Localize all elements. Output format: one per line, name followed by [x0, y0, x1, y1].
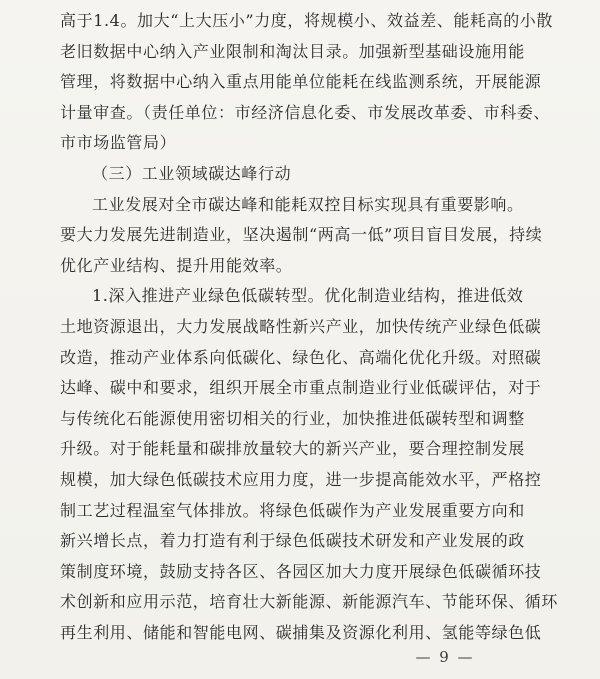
text-line-1: 高于1.4。加大“上大压小”力度，将规模小、效益差、能耗高的小散	[60, 11, 554, 30]
text-line-17: 制工艺过程温室气体排放。将绿色低碳作为产业发展重要方向和	[60, 500, 525, 520]
text-line-21: 再生利用、储能和智能电网、碳捕集及资源化利用、氢能等绿色低	[60, 622, 542, 642]
text-line-13: 达峰、碳中和要求，组织开展全市重点制造业行业低碳评估，对于	[60, 378, 542, 398]
text-line-18: 新兴增长点，着力打造有利于绿色低碳技术研发和产业发展的政	[60, 531, 525, 551]
page-number-text: — 9 —	[415, 648, 475, 666]
section-heading: （三）工业领域碳达峰行动	[92, 163, 292, 183]
body-text	[60, 6, 559, 648]
text-line-4: 计量审查。（责任单位：市经济信息化委、市发展改革委、市科委、	[60, 102, 551, 122]
text-line-16: 规模，加大绿色低碳技术应用力度，进一步提高能效水平，严格控	[60, 469, 542, 489]
text-line-11: 土地资源退出，大力发展战略性新兴产业，加快传统产业绿色低碳	[60, 316, 542, 336]
text-line-14: 与传统化石能源使用密切相关的行业，加快推进低碳转型和调整	[60, 408, 525, 428]
text-line-3: 管理，将数据中心纳入重点用能单位能耗在线监测系统，开展能源	[60, 72, 542, 92]
text-line-9: 优化产业结构、提升用能效率。	[60, 255, 293, 275]
page-number	[0, 648, 600, 666]
text-line-12: 改造，推动产业体系向低碳化、绿色化、高端化优化升级。对照碳	[60, 347, 542, 367]
text-line-5: 市市场监管局）	[60, 133, 177, 153]
text-line-8: 要大力发展先进制造业，坚决遏制“两高一低”项目盲目发展，持续	[60, 225, 543, 245]
text-line-2: 老旧数据中心纳入产业限制和淘汰目录。加强新型基础设施用能	[60, 41, 525, 61]
text-line-7: 工业发展对全市碳达峰和能耗双控目标实现具有重要影响。	[92, 194, 524, 214]
text-line-15: 升级。对于能耗量和碳排放量较大的新兴产业，要合理控制发展	[60, 439, 525, 459]
text-line-10: 1.深入推进产业绿色低碳转型。优化制造业结构，推进低效	[92, 286, 524, 306]
text-line-19: 策制度环境，鼓励支持各区、各园区加大力度开展绿色低碳循环技	[60, 561, 542, 581]
text-line-20: 术创新和应用示范，培育壮大新能源、新能源汽车、节能环保、循环	[60, 592, 559, 612]
